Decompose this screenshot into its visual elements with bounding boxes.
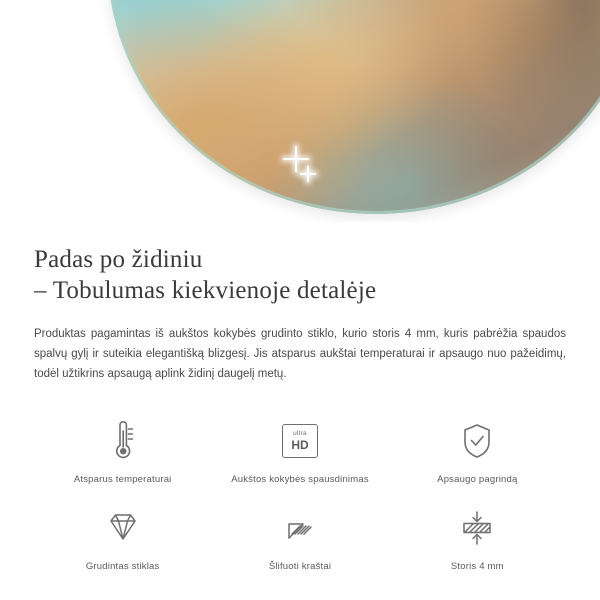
content-area [0,244,600,572]
feature-item-print-quality [211,410,388,485]
page-title-line-1: Padas po židiniu [34,246,203,273]
feature-label: Grudintas stiklas [85,561,160,572]
description-paragraph: Produktas pagamintas iš aukštos kokybės grudinto stiklo, kurio storis 4 mm, kuris pabrėžia spaudos spalvų gylį ir suteikia elegantišką blizgesį. Jis atsparus aukštai temperaturai ir apsaugo nuo pažeidimų, todėl užtikrins apsaugą aplink židinį daugelį metų. [34,328,566,380]
ultra-hd-badge-bottom: HD [291,437,309,452]
page-title [34,244,566,306]
feature-label: Storis 4 mm [450,561,504,572]
polished-edges-icon [279,505,321,551]
page-title-line-2: – Tobulumas kiekvienoje detalėje [34,277,377,304]
shield-check-icon [457,418,497,464]
feature-label: Aukštos kokybės spausdinimas [231,474,369,485]
thermometer-icon [103,418,143,464]
feature-item-tempered-glass [34,497,211,572]
hero-image [0,0,600,222]
disc-edge [108,0,600,214]
feature-item-surface-protection [389,410,566,485]
feature-label: Atsparus temperaturai [73,474,172,485]
feature-item-polished-edges [211,497,388,572]
feature-item-temperature-resistant [34,410,211,485]
thickness-arrows-icon [456,505,498,551]
feature-item-thickness [389,497,566,572]
marble-glass-disc [108,0,600,214]
diamond-icon [102,505,144,551]
ultra-hd-icon [282,418,318,464]
feature-grid [34,410,566,572]
feature-label: Apsaugo pagrindą [437,474,518,485]
ultra-hd-badge-top: ultra [293,430,307,438]
feature-label: Šlifuoti kraštai [268,561,332,572]
